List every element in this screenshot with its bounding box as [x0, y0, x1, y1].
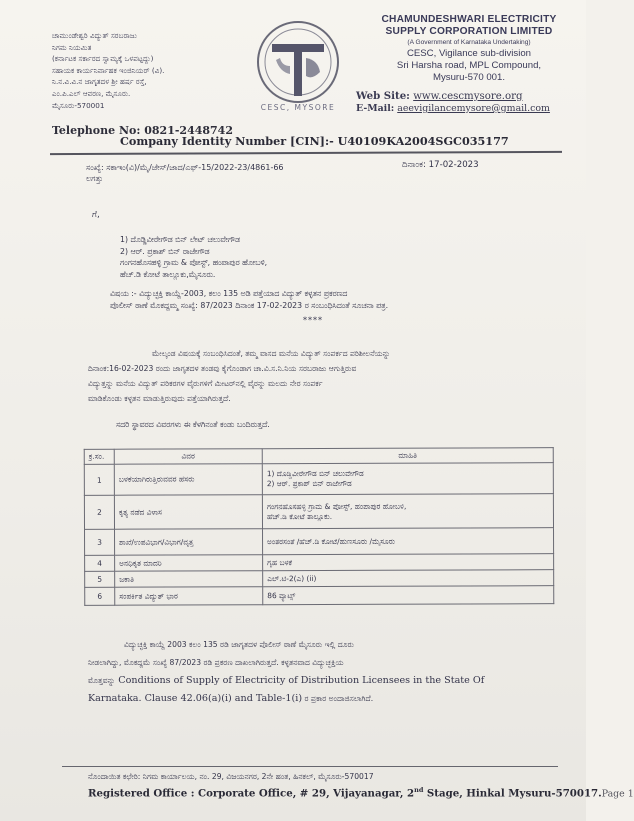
footer-address-english — [88, 786, 634, 799]
table-row — [85, 554, 554, 572]
paragraph-line: ಮಾಡಿಕೊಂಡು ಕಳ್ಳತನ ಮಾಡುತ್ತಿರುವುದು ಪತ್ತೆಯಾಗಿರುತ್ತದೆ. — [88, 394, 231, 403]
website-link[interactable]: www.cescmysore.org — [413, 91, 523, 102]
row-value: ಅಂತರಸಂತೆ /ಹೆಚ್.ಡಿ ಕೋಟೆ/ಹುಣಸೂರು /ಮೈಸೂರು — [263, 528, 554, 555]
header-left-line: ನಿ.ನ.ವಿ.ವಿ.ನ ಜಾಗೃತದಳ ಶ್ರೀ ಹರ್ಷ ರಸ್ತೆ, — [52, 77, 147, 87]
row-number: 6 — [85, 587, 115, 605]
office-city: Mysuru-570 001. — [433, 72, 505, 83]
website — [356, 90, 522, 102]
header-left-line: ಸಹಾಯಕ ಕಾರ್ಯನಿರ್ವಾಹಕ ಇಂಜಿನಿಯರ್ (ವಿ). — [52, 65, 165, 75]
separator-stars: **** — [303, 316, 323, 325]
subject-line: ವಿಷಯ :- ವಿದ್ಯುಚ್ಛಕ್ತಿ ಕಾಯ್ದೆ-2003, ಕಲಂ 135 ಅಡಿ ಪತ್ತೆಯಾದ ವಿದ್ಯುತ್ ಕಳ್ಳತನ ಪ್ರಕರಣದ — [110, 289, 348, 298]
row-value: ಗಂಗನಹೊಸಹಳ್ಳಿ ಗ್ರಾಮ & ಪೋಸ್ಟ್, ಹಂಪಾಪುರ ಹೋಬಳಿ, ಹೆಚ್.ಡಿ ಕೋಟೆ ತಾಲ್ಲೂಕು. — [262, 494, 553, 529]
paragraph-line — [88, 690, 558, 708]
email-link[interactable]: aeevigilancemysore@gmail.com — [397, 103, 550, 114]
addressee-line: 2) ಆರ್. ಪ್ರಕಾಶ್ ಬಿನ್ ರಾಜೇಗೌಡ — [120, 246, 210, 256]
footer-divider — [62, 766, 558, 767]
logo-text: CESC, MYSORE — [260, 103, 336, 112]
reference-number: ಸಂಖ್ಯೆ: ಸಕಾಇಂ(ವಿ)/ಮೈ/ಜೇಸ್/ಜಾದ/ಎಫ್-15/2022-23/4861-66 — [86, 163, 284, 172]
addressee-line: 1) ದೊಡ್ಡಿವೀರೇಗೌಡ ಬಿನ್ ಲೇಟ್ ಚಲುವೇಗೌಡ — [120, 235, 240, 244]
row-value: 86 ವ್ಯಾಟ್ಸ್ — [263, 586, 554, 605]
email-label: E-Mail: — [356, 103, 395, 114]
email — [356, 103, 550, 114]
row-label: ಸಂಪರ್ಕಿತ ವಿದ್ಯುತ್ ಭಾರ — [115, 587, 263, 606]
table-row — [85, 586, 554, 606]
header-left-line: ಚಾಮುಂಡೇಶ್ವರಿ ವಿದ್ಯುತ್ ಸರಬರಾಜು — [52, 31, 137, 40]
row-value: ಎಲ್.ಟಿ-2(ಎ) (ii) — [263, 570, 554, 587]
footer-prefix: Registered Office : Corporate Office, # 29, Vijayanagar, 2 — [88, 787, 415, 800]
row-number: 3 — [85, 529, 115, 555]
subject-block — [110, 288, 388, 313]
footer-suffix: Stage, Hinkal Mysuru-570017. — [423, 787, 602, 800]
footer-address-kannada: ನೊಂದಾಯಿತ ಕಛೇರಿ: ನಿಗಮ ಕಾರ್ಯಾಲಯ, ನಂ. 29, ವಿಜಯನಗರ, 2ನೇ ಹಂತ, ಹಿನಕಲ್, ಮೈಸೂರು-570017 — [88, 772, 374, 781]
office-name: CESC, Vigilance sub-division — [406, 48, 532, 59]
web-label: Web Site: — [356, 90, 410, 102]
paragraph-line: ವಿದ್ಯುಚ್ಛಕ್ತಿ ಕಾಯ್ದೆ 2003 ಕಲಂ 135 ರಡಿ ಜಾಗೃತದಳ ಪೊಲೀಸ್ ಠಾಣೆ ಮೈಸೂರು ಇಲ್ಲಿ ದೂರು — [124, 640, 354, 649]
addressee-line: ಹೆಚ್.ಡಿ ಕೋಟೆ ತಾಲ್ಲೂಕು,ಮೈಸೂರು. — [120, 269, 216, 279]
row-number: 2 — [84, 495, 114, 529]
body-paragraph-1 — [88, 346, 560, 406]
cesc-logo-icon — [232, 14, 366, 114]
table-header: ವಿವರ — [114, 449, 262, 465]
paragraph-line: ಮೇಲ್ಕಂಡ ವಿಷಯಕ್ಕೆ ಸಂಬಂಧಿಸಿದಂತೆ, ತಮ್ಮ ವಾಸದ ಮನೆಯ ವಿದ್ಯುತ್ ಸಂಪರ್ಕದ ಪರಿಶೀಲನೆಯನ್ನು — [152, 349, 391, 358]
table-header: ಕ್ರ.ಸಂ. — [84, 449, 114, 464]
header-company-block — [364, 14, 574, 84]
addressee-line: ಗಂಗನಹೊಸಹಳ್ಳಿ ಗ್ರಾಮ & ಪೋಸ್ಟ್, ಹಂಪಾಪುರ ಹೋಬಳಿ, — [120, 258, 268, 268]
footer-superscript: nd — [414, 786, 424, 794]
company-name-line2: SUPPLY CORPORATION LIMITED — [385, 26, 553, 37]
to-label: ಗೆ, — [92, 210, 100, 220]
row-label: ಕೃತ್ಯ ನಡೆದ ವಿಳಾಸ — [114, 495, 262, 530]
company-undertaking: (A Government of Karnataka Undertaking) — [407, 39, 531, 46]
header-divider — [50, 151, 562, 155]
paragraph-english: Conditions of Supply of Electricity of Distribution Licensees in the State Of — [115, 675, 485, 686]
page-number: Page 1 — [601, 788, 634, 800]
row-label: ಬಳಕೆಯಾಗಿರುತ್ತಿರುವವರ ಹೆಸರು — [114, 464, 262, 496]
header-left-line: (ಕರ್ನಾಟಕ ಸರ್ಕಾರದ ಸ್ವಾಮ್ಯಕ್ಕೆ ಒಳಪಟ್ಟದ್ದು) — [52, 54, 154, 64]
table-row — [84, 494, 553, 530]
paragraph-kannada: ಮೊತ್ತವನ್ನು — [88, 676, 116, 685]
row-label: ಜಕಾತಿ — [115, 571, 263, 588]
table-row — [85, 528, 554, 556]
row-value: ಗೃಹ ಬಳಕೆ — [263, 554, 554, 571]
row-number: 4 — [85, 555, 115, 571]
office-road: Sri Harsha road, MPL Compound, — [396, 60, 542, 71]
table-header-row — [84, 448, 553, 465]
company-cin: Company Identity Number [CIN]:- U40109KA2004SGC035177 — [120, 134, 509, 148]
table-row — [85, 570, 554, 588]
subject-line: ಪೊಲೀಸ್ ಠಾಣೆ ಮೊಕದ್ದಮ್ಮ ಸಂಖ್ಯೆ: 87/2023 ದಿನಾಂಕ 17-02-2023 ರ ಸಂಬಂಧಿಸಿದಂತೆ ಸೂಚನಾ ಪತ್ರ. — [110, 301, 389, 311]
paragraph-line: ವಿದ್ಯುತ್ತನ್ನು ಮನೆಯ ವಿದ್ಯುತ್ ಪರಿಕರಗಳ ವೈರುಗಳಿಗೆ ಮೀಟರ್‌ನಲ್ಲಿ ವೈರನ್ನು ಮಲದು ನೇರ ಸಂಪರ್ಕ — [88, 379, 323, 388]
row-value: 1) ದೊಡ್ಡಿವೀರೇಗೌಡ ಬಿನ್ ಚಲುವೇಗೌಡ 2) ಆರ್. ಪ್ರಕಾಶ್ ಬಿನ್ ರಾಜೇಗೌಡ — [262, 463, 553, 495]
paragraph-line — [88, 672, 558, 690]
header-left-line: ಮೈಸೂರು-570001 — [52, 100, 105, 110]
header-left-line: ನಿಗಮ ನಿಯಮಿತ — [52, 42, 92, 52]
table-header: ಮಾಹಿತಿ — [262, 448, 553, 464]
enclosure-label: ಲಗತ್ತು — [86, 174, 103, 183]
row-label: ಅನಧಿಕೃತ ಮಾದರಿ — [115, 555, 263, 572]
row-number: 1 — [84, 464, 114, 495]
table-row — [84, 463, 553, 496]
table-intro: ಸದರಿ ಸ್ಥಾವರದ ವಿವರಗಳು ಈ ಕೆಳಗಿನಂತೆ ಕಂಡು ಬಂದಿರುತ್ತದೆ. — [116, 420, 270, 429]
paragraph-english: Karnataka. Clause 42.06(a)(i) and Table-1(i) — [88, 693, 303, 704]
paragraph-kannada: ರ ಪ್ರಕಾರ ಅಂದಾಜಿಸಲಾಗಿದೆ. — [302, 694, 374, 703]
addressee-block — [120, 234, 267, 280]
paragraph-line: ದಿನಾಂಕ:16-02-2023 ರಂದು ಜಾಗೃತದಳ ತಂಡವು ಕೈಗೊಂಡಾಗ ಚಾ.ವಿ.ಸ.ನಿ.ನಿಯ ಸರಬರಾಜು ಆಗುತ್ತಿರುವ — [88, 364, 357, 373]
details-table — [84, 447, 555, 606]
body-paragraph-2 — [88, 636, 558, 708]
company-name-line1: CHAMUNDESHWARI ELECTRICITY — [381, 14, 557, 25]
letter-date: ದಿನಾಂಕ: 17-02-2023 — [402, 160, 479, 170]
row-number: 5 — [85, 571, 115, 587]
paragraph-line: ನೀಡಲಾಗಿದ್ದು, ಮೊಕದ್ದಮೆ ಸಂಖ್ಯೆ 87/2023 ರಡಿ ಪ್ರಕರಣ ದಾಖಲಾಗಿರುತ್ತದೆ. ಕಳ್ಳತನವಾದ ವಿದ್ಯುಚ್ಛಕ್ತಿಯ — [88, 658, 344, 667]
header-left-line: ಎಂ.ಪಿ.ಎಲ್ ಆವರಣ, ಮೈಸೂರು. — [52, 88, 131, 98]
telephone: Telephone No: 0821-2448742 — [52, 124, 233, 137]
row-label: ಶಾಖೆ/ಉಪವಿಭಾಗ/ವಿಭಾಗ/ವೃತ್ತ — [115, 529, 263, 556]
